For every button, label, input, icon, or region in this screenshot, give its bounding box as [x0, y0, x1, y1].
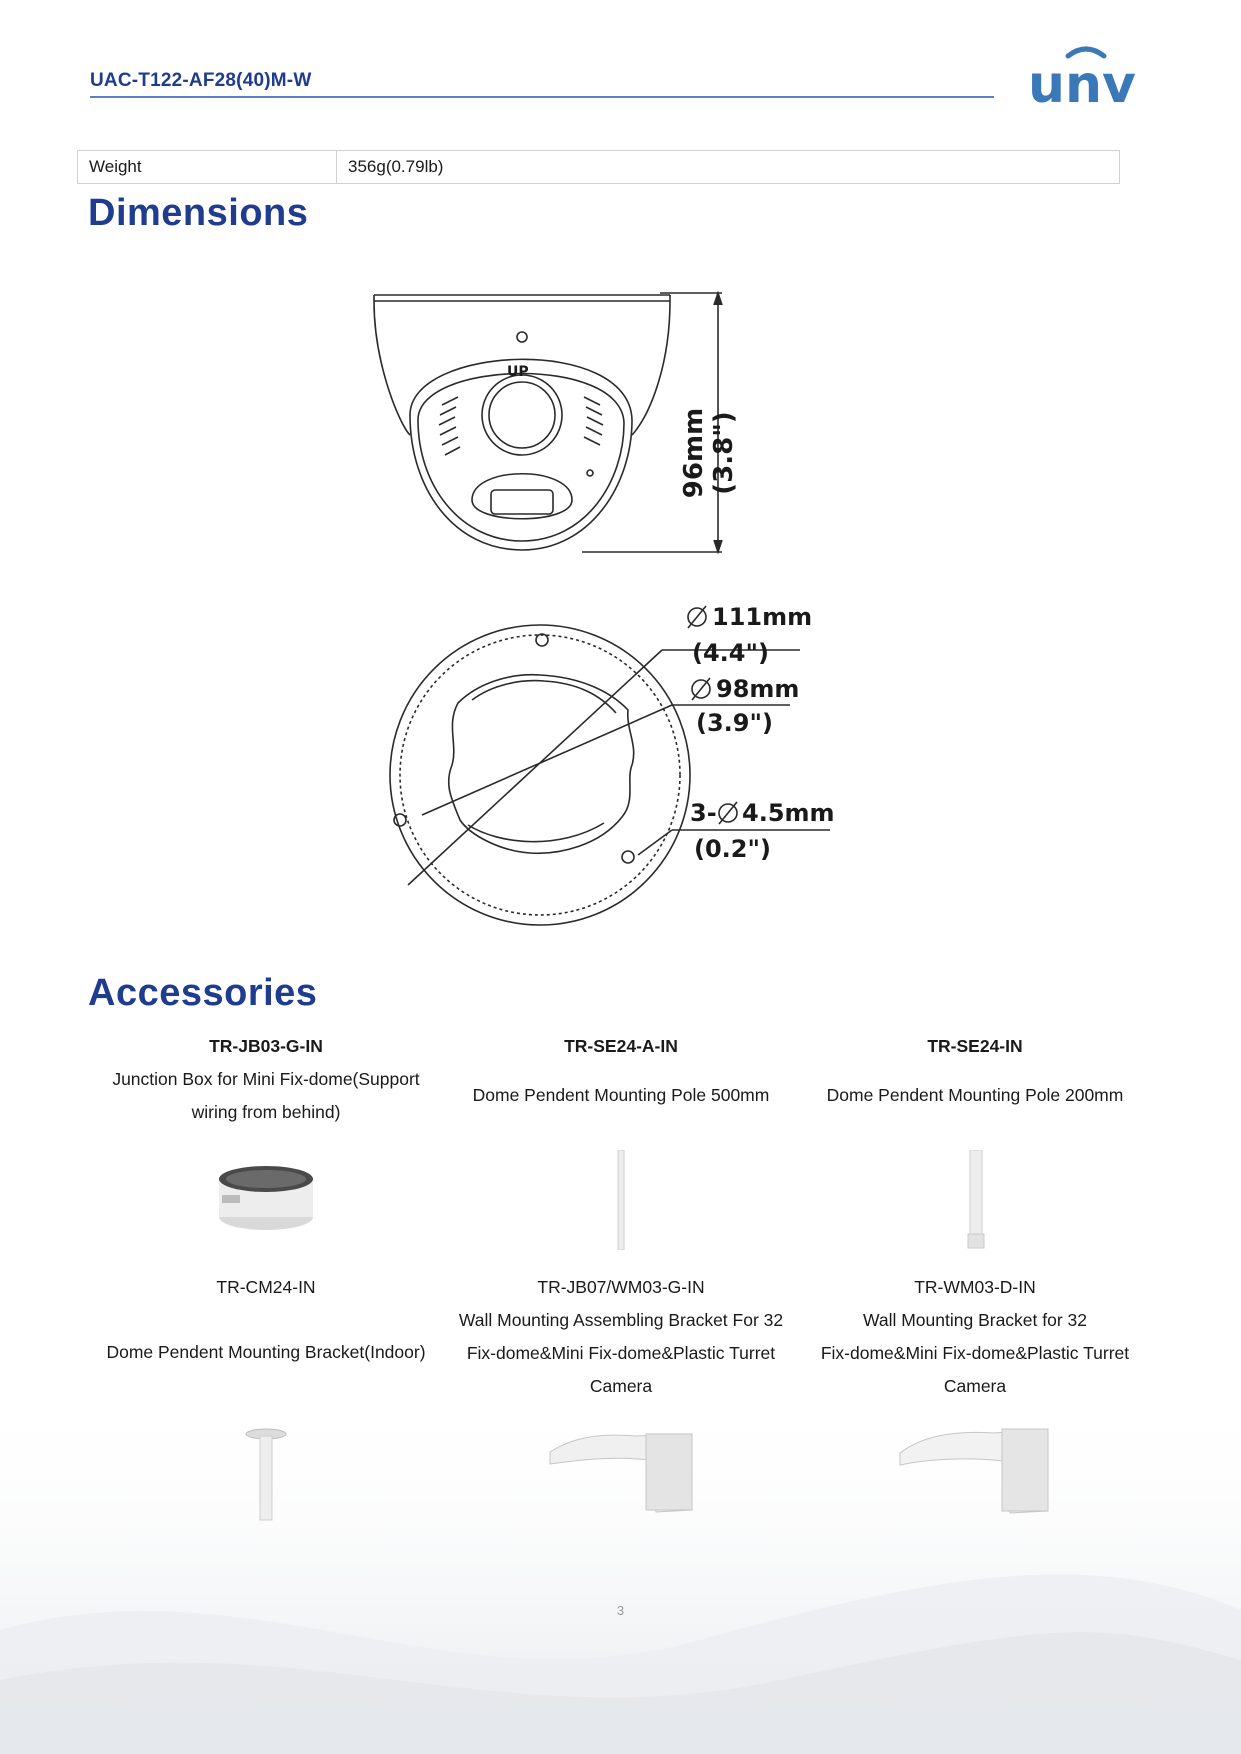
logo-text: unv	[1028, 55, 1136, 108]
accessory-desc-line: Fix-dome&Mini Fix-dome&Plastic Turret	[820, 1343, 1130, 1363]
accessory-desc-line: Wall Mounting Bracket for 32	[862, 1310, 1088, 1330]
accessory-desc-line: wiring from behind)	[191, 1102, 341, 1122]
spec-label: Weight	[78, 151, 337, 184]
accessory-code: TR-WM03-D-IN	[914, 1277, 1036, 1297]
accessory-desc-line: Dome Pendent Mounting Bracket(Indoor)	[106, 1342, 426, 1362]
accessory-desc-line: Junction Box for Mini Fix-dome(Support	[112, 1069, 420, 1089]
dia1-inch-label: (4.4")	[692, 639, 769, 667]
pendent-bracket-image	[244, 1428, 288, 1522]
holes-prefix-label: 3-	[690, 799, 717, 827]
accessory-code: TR-SE24-IN	[927, 1036, 1023, 1056]
table-row	[78, 151, 1120, 184]
camera-side-view-drawing	[360, 285, 760, 565]
accessory-pendent-bracket	[91, 1271, 441, 1369]
accessory-desc-line: Dome Pendent Mounting Pole 200mm	[826, 1085, 1124, 1105]
accessory-mounting-pole-500	[446, 1030, 796, 1112]
accessory-code: TR-SE24-A-IN	[564, 1036, 678, 1056]
accessory-wall-bracket-assembling	[446, 1271, 796, 1403]
dia2-inch-label: (3.9")	[696, 709, 773, 737]
wall-bracket-image	[898, 1425, 1052, 1517]
holes-inch-label: (0.2")	[694, 835, 771, 863]
document-title: UAC-T122-AF28(40)M-W	[90, 70, 312, 91]
accessory-code: TR-JB03-G-IN	[209, 1036, 323, 1056]
unv-logo	[1028, 42, 1148, 108]
camera-base-view-drawing	[360, 595, 840, 935]
accessory-mounting-pole-200	[800, 1030, 1150, 1112]
accessory-code: TR-CM24-IN	[216, 1277, 316, 1297]
accessory-code: TR-JB07/WM03-G-IN	[537, 1277, 705, 1297]
wall-bracket-assembling-image	[548, 1430, 696, 1514]
header-rule	[90, 96, 994, 98]
mounting-pole-long-image	[614, 1150, 628, 1250]
accessory-desc-line: Camera	[589, 1376, 653, 1396]
accessory-desc-line: Fix-dome&Mini Fix-dome&Plastic Turret	[466, 1343, 776, 1363]
accessory-wall-bracket	[800, 1271, 1150, 1403]
accessory-desc-line: Wall Mounting Assembling Bracket For 32	[458, 1310, 784, 1330]
dimensions-heading: Dimensions	[88, 192, 309, 234]
page-number: 3	[616, 1603, 625, 1618]
height-inch-label: (3.8")	[709, 411, 739, 495]
dia2-mm-label: 98mm	[716, 675, 800, 703]
accessory-desc-line: Dome Pendent Mounting Pole 500mm	[472, 1085, 770, 1105]
dia1-mm-label: 111mm	[712, 603, 813, 631]
spec-table	[77, 150, 1120, 184]
height-mm-label: 96mm	[679, 407, 709, 499]
accessory-desc-line: Camera	[943, 1376, 1007, 1396]
junction-box-image	[216, 1163, 316, 1233]
up-mark: UP	[507, 364, 529, 380]
accessories-heading: Accessories	[88, 972, 318, 1014]
spec-value: 356g(0.79lb)	[337, 151, 1120, 184]
mounting-pole-short-image	[964, 1150, 988, 1250]
holes-mm-label: 4.5mm	[742, 799, 835, 827]
accessory-junction-box	[91, 1030, 441, 1129]
